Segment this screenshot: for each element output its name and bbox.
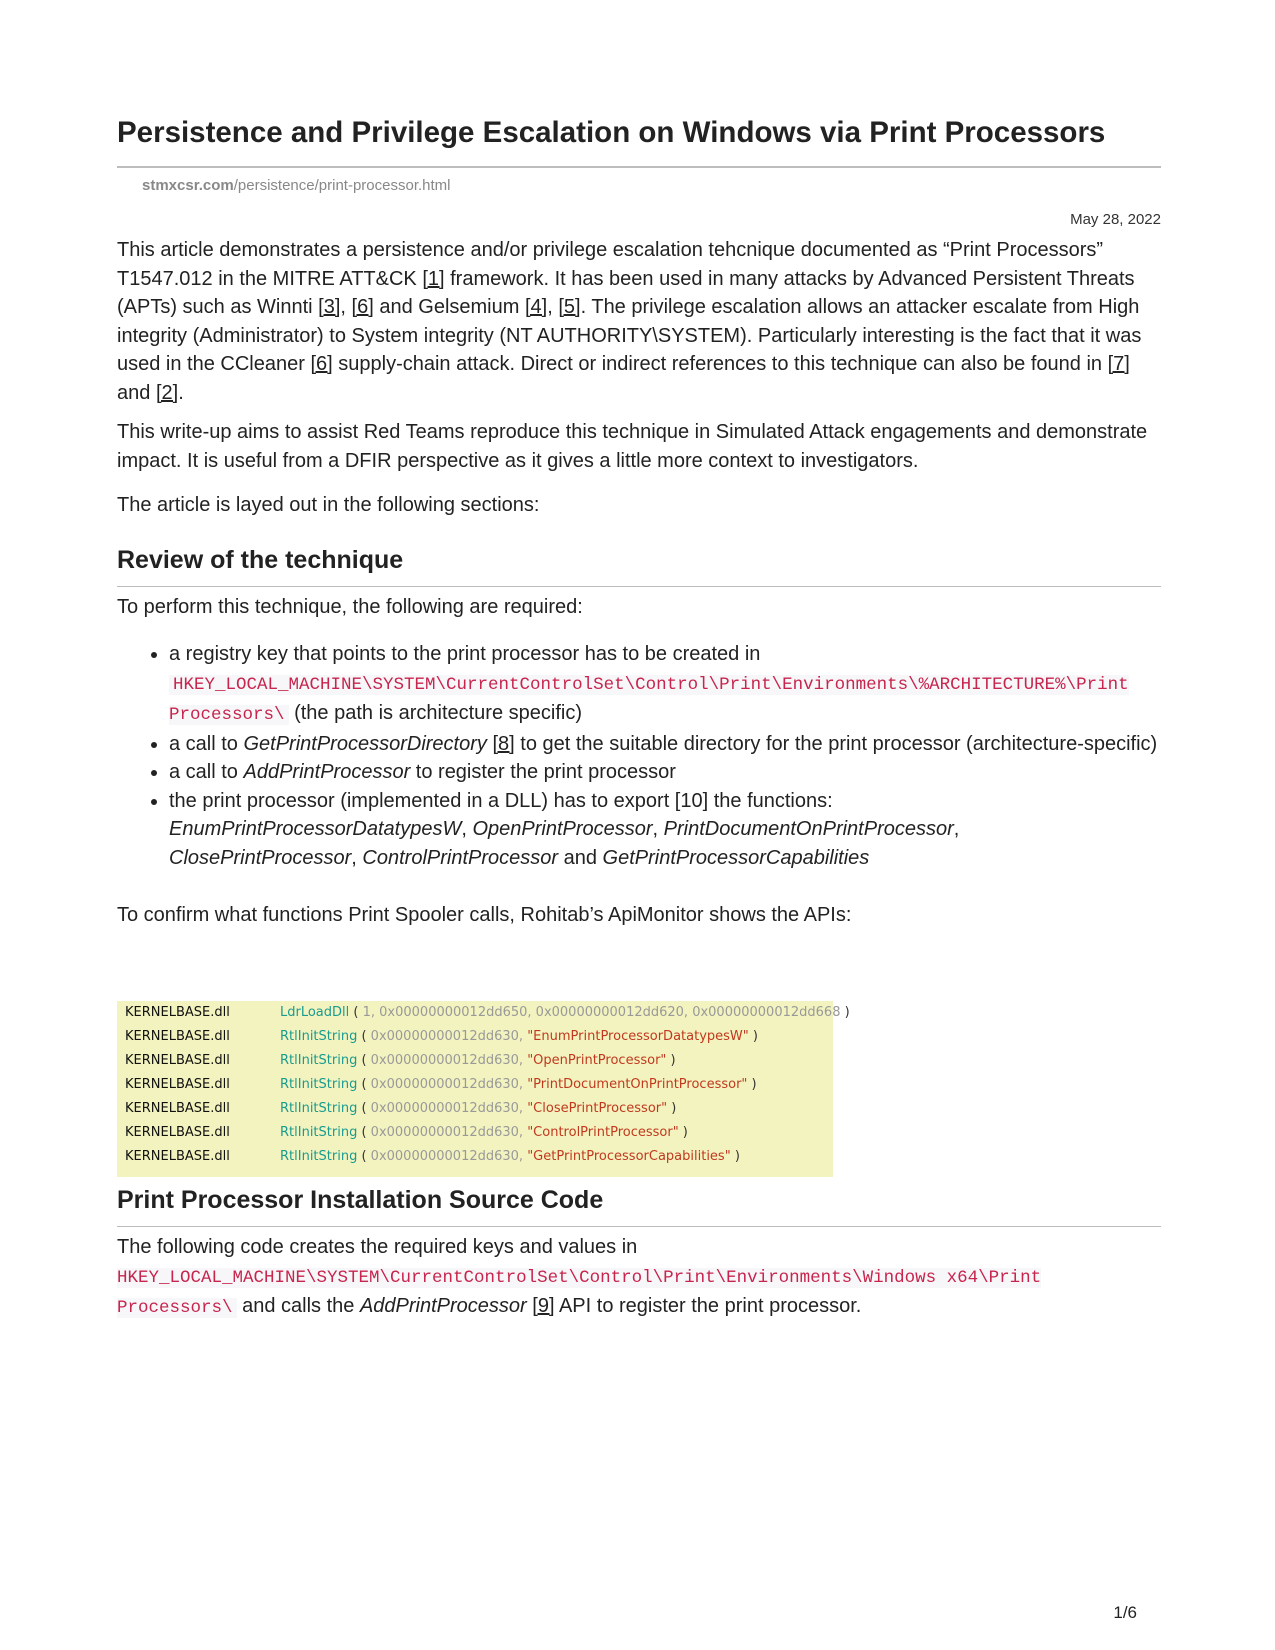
ref-link-1[interactable]: [1] — [422, 267, 445, 290]
ref-link-9[interactable]: [9] — [532, 1295, 555, 1317]
registry-path-code: HKEY_LOCAL_MACHINE\SYSTEM\CurrentControlSet\Control\Print\Environments\%ARCHITECTURE%\Print Processors\ — [169, 674, 1129, 725]
source-url[interactable] — [142, 177, 451, 194]
intro-paragraph-3: The article is layed out in the following sections: — [117, 494, 540, 516]
section-divider — [117, 586, 1161, 587]
list-item: • a call to AddPrintProcessor to register the print processor — [169, 758, 1213, 787]
section-divider — [117, 1226, 1161, 1227]
api-row: KERNELBASE.dll RtlInitString ( 0x00000000012dd630, "GetPrintProcessorCapabilities" ) — [125, 1149, 740, 1164]
list-item: • a registry key that points to the print processor has to be created in HKEY_LOCAL_MACHINE\SYSTEM\CurrentControlSet\Control\Print\Environments\%ARCHITECTURE%\Print Processors\ (the path is architecture specific) — [169, 640, 1213, 730]
api-row: KERNELBASE.dll RtlInitString ( 0x00000000012dd630, "PrintDocumentOnPrintProcessor" ) — [125, 1077, 757, 1092]
requirements-list — [117, 640, 1213, 872]
source-path: /persistence/print-processor.html — [233, 177, 451, 194]
title-divider — [117, 166, 1161, 168]
api-row: KERNELBASE.dll RtlInitString ( 0x00000000012dd630, "OpenPrintProcessor" ) — [125, 1053, 676, 1068]
install-paragraph: The following code creates the required keys and values in HKEY_LOCAL_MACHINE\SYSTEM\CurrentControlSet\Control\Print\Environments\Windows x64\Print Processors\ and calls the AddPrintProcessor [9] API to register the print processor. — [117, 1236, 1042, 1318]
ref-link-8[interactable]: [8] — [492, 732, 515, 755]
section-heading-install: Print Processor Installation Source Code — [117, 1186, 604, 1214]
review-lead: To perform this technique, the following are required: — [117, 596, 583, 618]
source-domain: stmxcsr.com — [142, 177, 234, 194]
registry-path-code: HKEY_LOCAL_MACHINE\SYSTEM\CurrentControlSet\Control\Print\Environments\Windows x64\Print Processors\ — [117, 1267, 1042, 1318]
ref-link-6[interactable]: [6] — [351, 296, 374, 318]
page-title: Persistence and Privilege Escalation on Windows via Print Processors — [117, 116, 1106, 149]
publish-date: May 28, 2022 — [1070, 211, 1161, 228]
list-item: • the print processor (implemented in a DLL) has to export [10] the functions: EnumPrintProcessorDatatypesW, OpenPrintProcessor, PrintDocumentOnPrintProcessor, ClosePrintProcessor, ControlPrintProcessor and GetPrintProcessorCapabilities — [169, 787, 1213, 873]
section-heading-review: Review of the technique — [117, 546, 404, 574]
ref-link-5[interactable]: [5] — [558, 296, 581, 318]
ref-link-6b[interactable]: [6] — [310, 353, 333, 375]
page-number: 1/6 — [1113, 1603, 1137, 1622]
api-row: KERNELBASE.dll RtlInitString ( 0x00000000012dd630, "ClosePrintProcessor" ) — [125, 1101, 677, 1116]
intro-paragraph-1: This article demonstrates a persistence and/or privilege escalation tehcnique documented as “Print Processors” T1547.012 in the MITRE ATT&CK [1] framework. It has been used in many attacks by Advanced Persistent Threats (APTs) such as Winnti [3], [6] and Gelsemium [4], [5]. The privilege escalation allows an attacker escalate from High integrity (Administrator) to System integrity (NT AUTHORITY\SYSTEM). Particularly interesting is the fact that it was used in the CCleaner [6] supply-chain attack. Direct or indirect references to this technique can also be found in [7] and [2]. — [117, 239, 1142, 404]
list-item: • a call to GetPrintProcessorDirectory [8] to get the suitable directory for the print processor (architecture-specific) — [169, 730, 1213, 759]
api-row: KERNELBASE.dll RtlInitString ( 0x00000000012dd630, "EnumPrintProcessorDatatypesW" ) — [125, 1029, 758, 1044]
api-monitor-screenshot — [117, 1001, 850, 1177]
api-row: KERNELBASE.dll RtlInitString ( 0x00000000012dd630, "ControlPrintProcessor" ) — [125, 1125, 688, 1140]
confirm-paragraph: To confirm what functions Print Spooler calls, Rohitab’s ApiMonitor shows the APIs: — [117, 904, 852, 926]
ref-link-4[interactable]: [4] — [524, 296, 548, 318]
ref-link-3[interactable]: [3] — [318, 296, 341, 318]
api-row: KERNELBASE.dll LdrLoadDll ( 1, 0x00000000012dd650, 0x00000000012dd620, 0x00000000012dd668 ) — [125, 1005, 850, 1020]
ref-link-2[interactable]: [2] — [155, 381, 179, 404]
ref-link-7[interactable]: [7] — [1107, 353, 1130, 375]
intro-paragraph-2: This write-up aims to assist Red Teams reproduce this technique in Simulated Attack engagements and demonstrate impact. It is useful from a DFIR perspective as it gives a little more context to investigators. — [117, 421, 1148, 472]
